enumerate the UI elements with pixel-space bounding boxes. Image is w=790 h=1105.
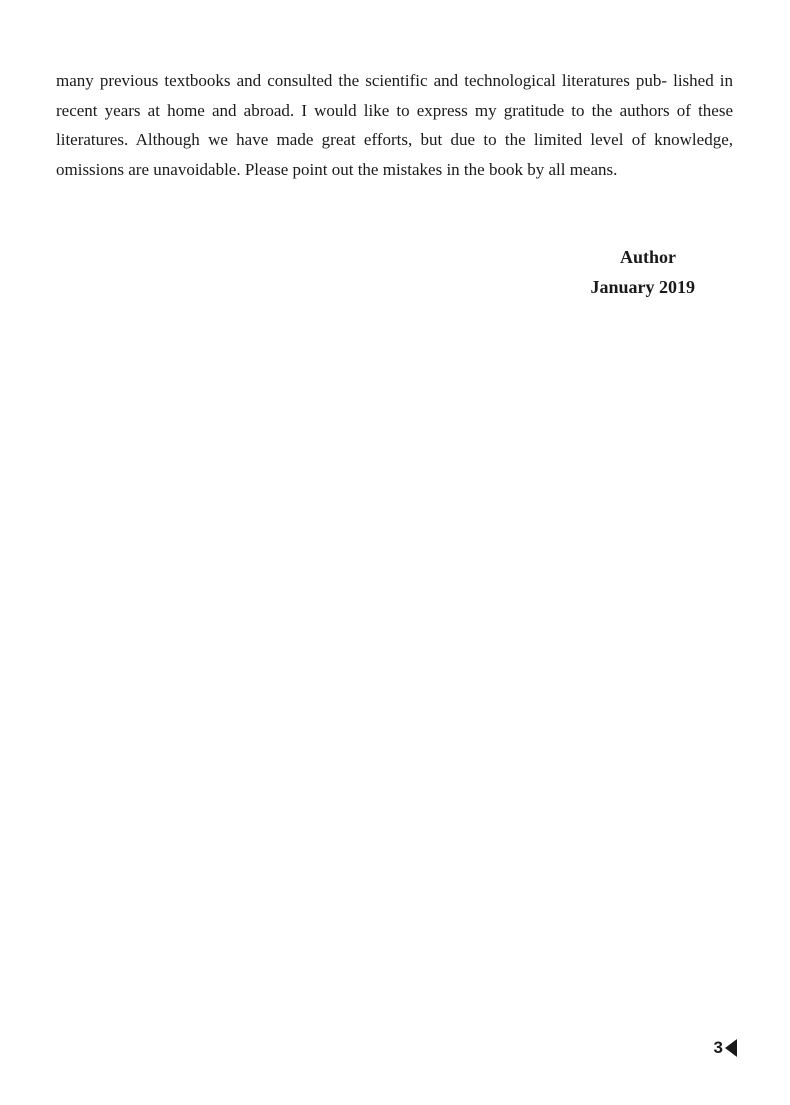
left-triangle-icon [725, 1039, 737, 1057]
signature-block [395, 243, 695, 302]
preface-paragraph: many previous textbooks and consulted the scientific and technological literatures pub- lished in recent years at home and abroad. I would like to express my gratitude to the authors of these literatures. Although we have made great efforts, but due to the limited level of knowledge, omissions are unavoidable. Please point out the mistakes in the book by all means. [56, 71, 733, 179]
page-number-block [714, 1038, 737, 1058]
signature-author: Author [619, 247, 676, 267]
page-number: 3 [713, 1038, 723, 1057]
signature-date: January 2019 [590, 276, 695, 297]
